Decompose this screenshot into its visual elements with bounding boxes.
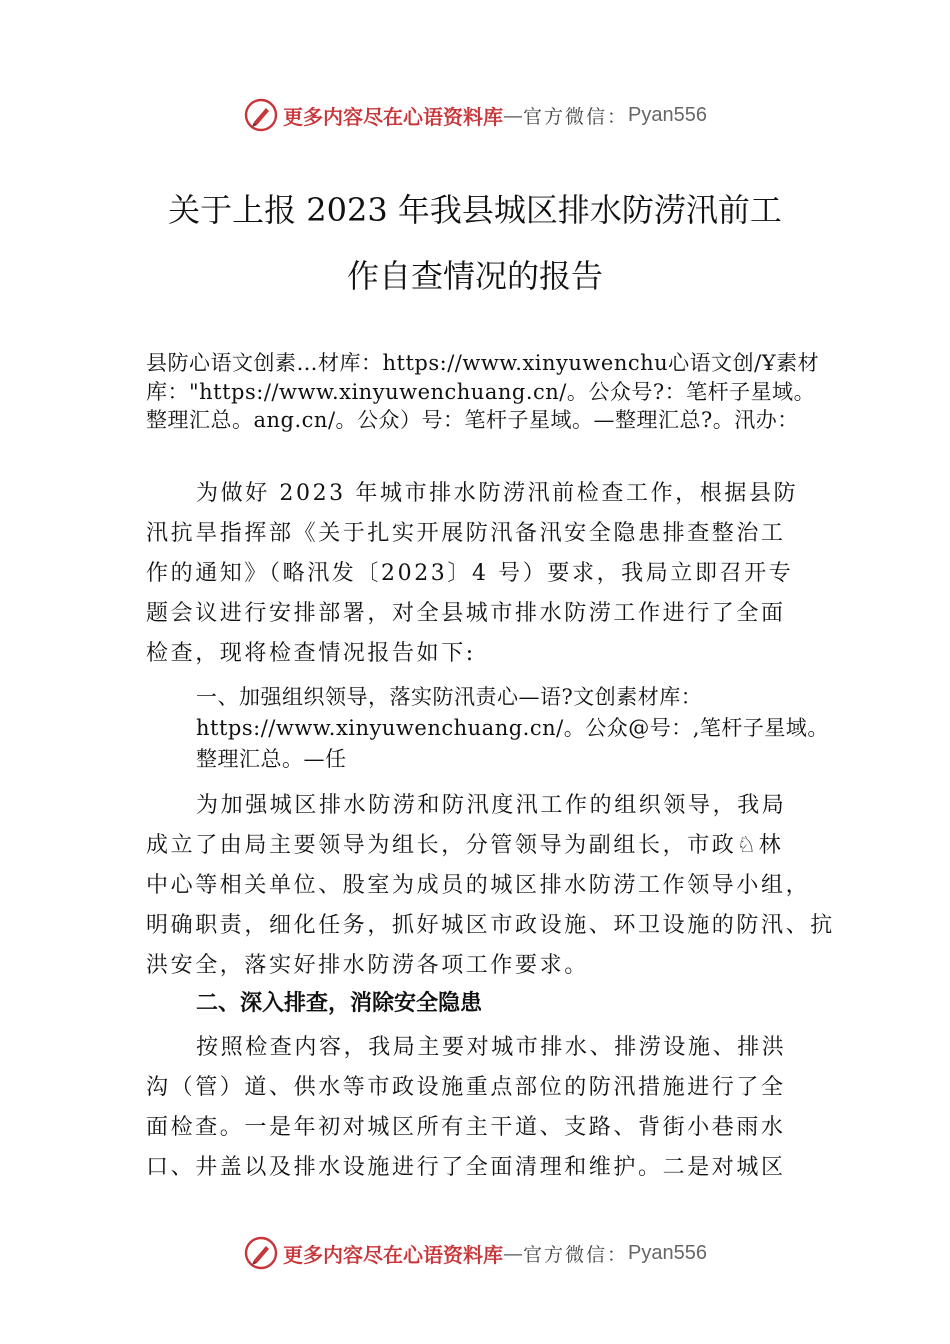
- section2-heading: 二、深入排查，消除安全隐患: [196, 991, 483, 1016]
- intro-line: 汛抗旱指挥部《关于扎实开展防汛备汛安全隐患排查整治工: [146, 521, 786, 546]
- document-title-line-2: 作自查情况的报告: [346, 257, 603, 295]
- section2-line: 按照检查内容，我局主要对城市排水、排涝设施、排洪: [196, 1035, 787, 1060]
- section1-line: 为加强城区排水防涝和防汛度汛工作的组织领导，我局: [196, 793, 787, 818]
- section1-line: 成立了由局主要领导为组长，分管领导为副组长，市政♘林: [146, 833, 784, 858]
- document-title-line-1: 关于上报 2023 年我县城区排水防涝汛前工: [168, 191, 782, 229]
- watermark-id: Pyan556: [628, 1241, 707, 1264]
- section2-line: 口、井盖以及排水设施进行了全面清理和维护。二是对城区: [146, 1155, 786, 1180]
- watermark-dash: —: [503, 103, 523, 127]
- section1-line: 明确职责，细化任务，抓好城区市政设施、环卫设施的防汛、抗: [146, 913, 835, 938]
- watermark-label: 官方微信：: [523, 105, 629, 128]
- section2-line: 沟（管）道、供水等市政设施重点部位的防汛措施进行了全: [146, 1075, 786, 1100]
- section1-line: 中心等相关单位、股室为成员的城区排水防涝工作领导小组，: [146, 873, 811, 898]
- intro-line: 作的通知》（略汛发〔2023〕4 号）要求，我局立即召开专: [146, 561, 794, 586]
- pen-logo-icon: [243, 1235, 279, 1271]
- watermark-banner-bottom: [0, 1231, 950, 1275]
- watermark-id: Pyan556: [628, 103, 707, 126]
- section1-line: 洪安全，落实好排水防涝各项工作要求。: [146, 953, 589, 978]
- watermark-banner-top: [0, 93, 950, 137]
- section2-line: 面检查。一是年初对城区所有主干道、支路、背街小巷雨水: [146, 1115, 786, 1140]
- watermark-label: 官方微信：: [523, 1243, 629, 1266]
- intro-line: 为做好 2023 年城市排水防涝汛前检查工作，根据县防: [196, 481, 799, 506]
- pen-logo-icon: [243, 97, 279, 133]
- watermark-brand: 更多内容尽在心语资料库: [283, 104, 503, 129]
- watermark-brand: 更多内容尽在心语资料库: [283, 1242, 503, 1267]
- intro-line: 题会议进行安排部署，对全县城市排水防涝工作进行了全面: [146, 601, 786, 626]
- watermark-dash: —: [503, 1241, 523, 1265]
- section1-heading: 一、加强组织领导，落实防汛责心—语?文创素材库：https://www.xinyuwenchuang.cn/。公众@号：,笔杆子星域。整理汇总。—任: [196, 685, 829, 771]
- intro-line: 检查，现将检查情况报告如下:: [146, 641, 476, 666]
- header-paragraph: 县防心语文创素…材库：https://www.xinyuwenchu心语文创/Ұ素材库："https://www.xinyuwenchuang.cn/。公众号?：笔杆子星域。整理汇总。ang.cn/。公众）号：笔杆子星域。—整理汇总?。汛办：: [146, 351, 820, 432]
